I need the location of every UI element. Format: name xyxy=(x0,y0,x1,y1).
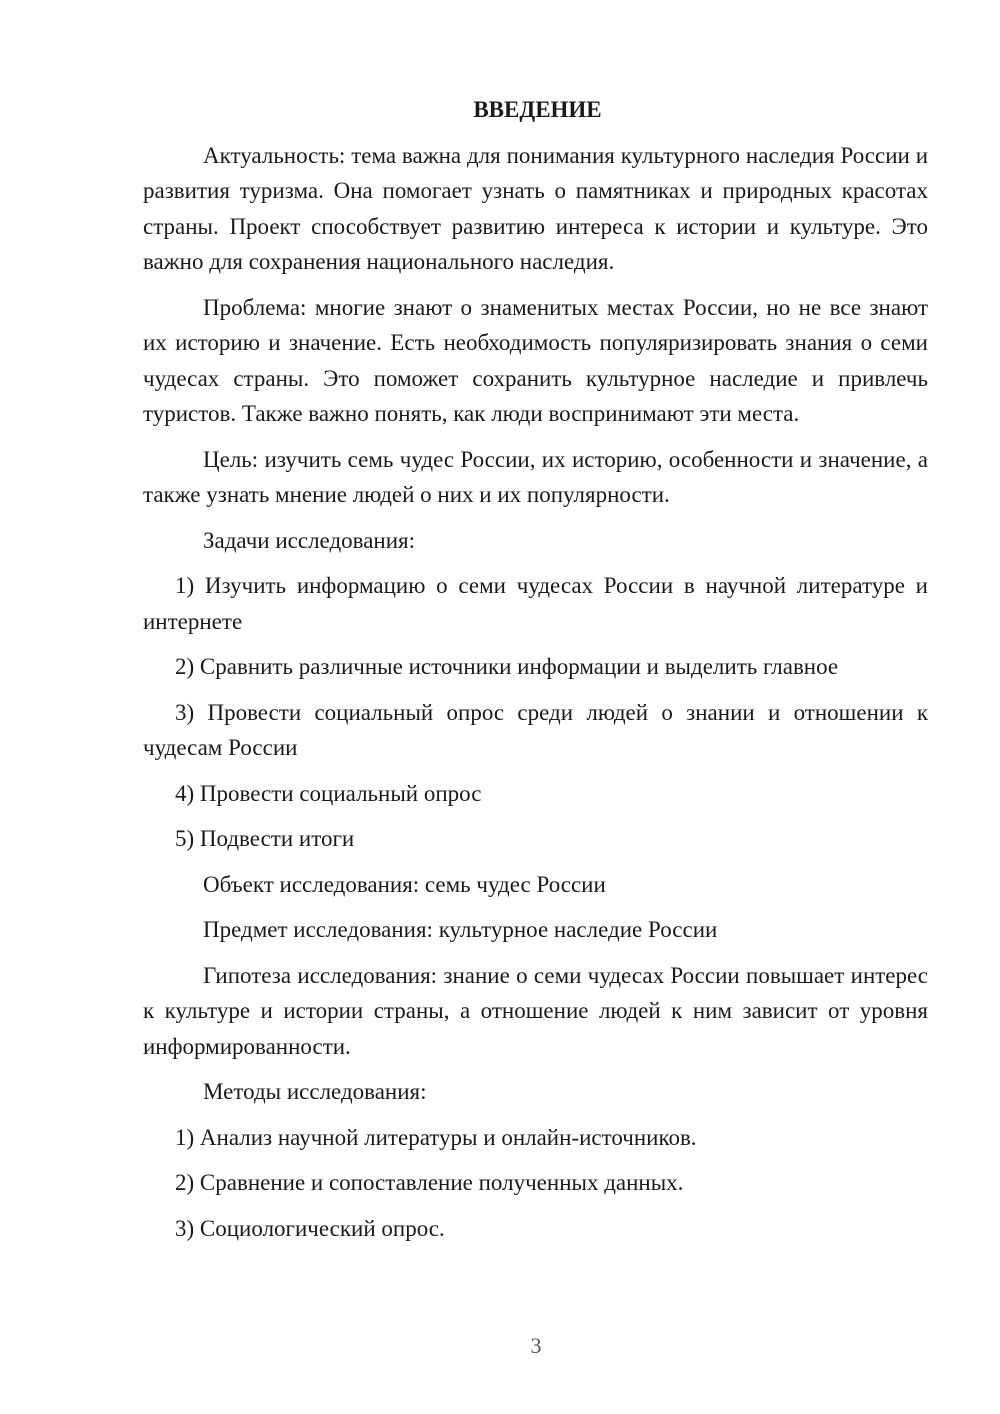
task-item-4: 4) Провести социальный опрос xyxy=(175,780,482,806)
goal-paragraph: Цель: изучить семь чудес России, их историю, особенности и значение, а также узнать мнение людей о них и их популярности. xyxy=(143,446,928,507)
methods-heading: Методы исследования: xyxy=(203,1079,427,1104)
document-body xyxy=(143,92,928,1256)
subject-paragraph: Предмет исследования: культурное наследие России xyxy=(203,917,718,942)
relevance-paragraph: Актуальность: тема важна для понимания культурного наследия России и развития туризма. Она помогает узнать о памятниках и природных красотах страны. Проект способствует развитию интереса к истории и культуре. Это важно для сохранения национального наследия. xyxy=(143,142,928,274)
problem-paragraph: Проблема: многие знают о знаменитых местах России, но не все знают их историю и значение. Есть необходимость популяризировать знания о семи чудесах страны. Это поможет сохранить культурное наследие и привлечь туристов. Также важно понять, как люди воспринимают эти места. xyxy=(143,294,928,426)
task-item-1: 1) Изучить информацию о семи чудесах России в научной литературе и интернете xyxy=(143,573,928,634)
task-item-3: 3) Провести социальный опрос среди людей о знании и отношении к чудесам России xyxy=(143,699,928,760)
method-item-1: 1) Анализ научной литературы и онлайн-источников. xyxy=(175,1124,697,1150)
section-title: ВВЕДЕНИЕ xyxy=(473,97,602,122)
tasks-heading: Задачи исследования: xyxy=(203,527,416,553)
object-paragraph: Объект исследования: семь чудес России xyxy=(203,871,606,897)
method-item-3: 3) Социологический опрос. xyxy=(175,1215,445,1241)
task-item-5: 5) Подвести итоги xyxy=(175,826,355,851)
hypothesis-paragraph: Гипотеза исследования: знание о семи чудесах России повышает интерес к культуре и истории страны, а отношение людей к ним зависит от уровня информированности. xyxy=(143,962,928,1059)
method-item-2: 2) Сравнение и сопоставление полученных данных. xyxy=(175,1170,684,1195)
page-number: 3 xyxy=(530,1333,542,1358)
task-item-2: 2) Сравнить различные источники информации и выделить главное xyxy=(175,654,839,679)
